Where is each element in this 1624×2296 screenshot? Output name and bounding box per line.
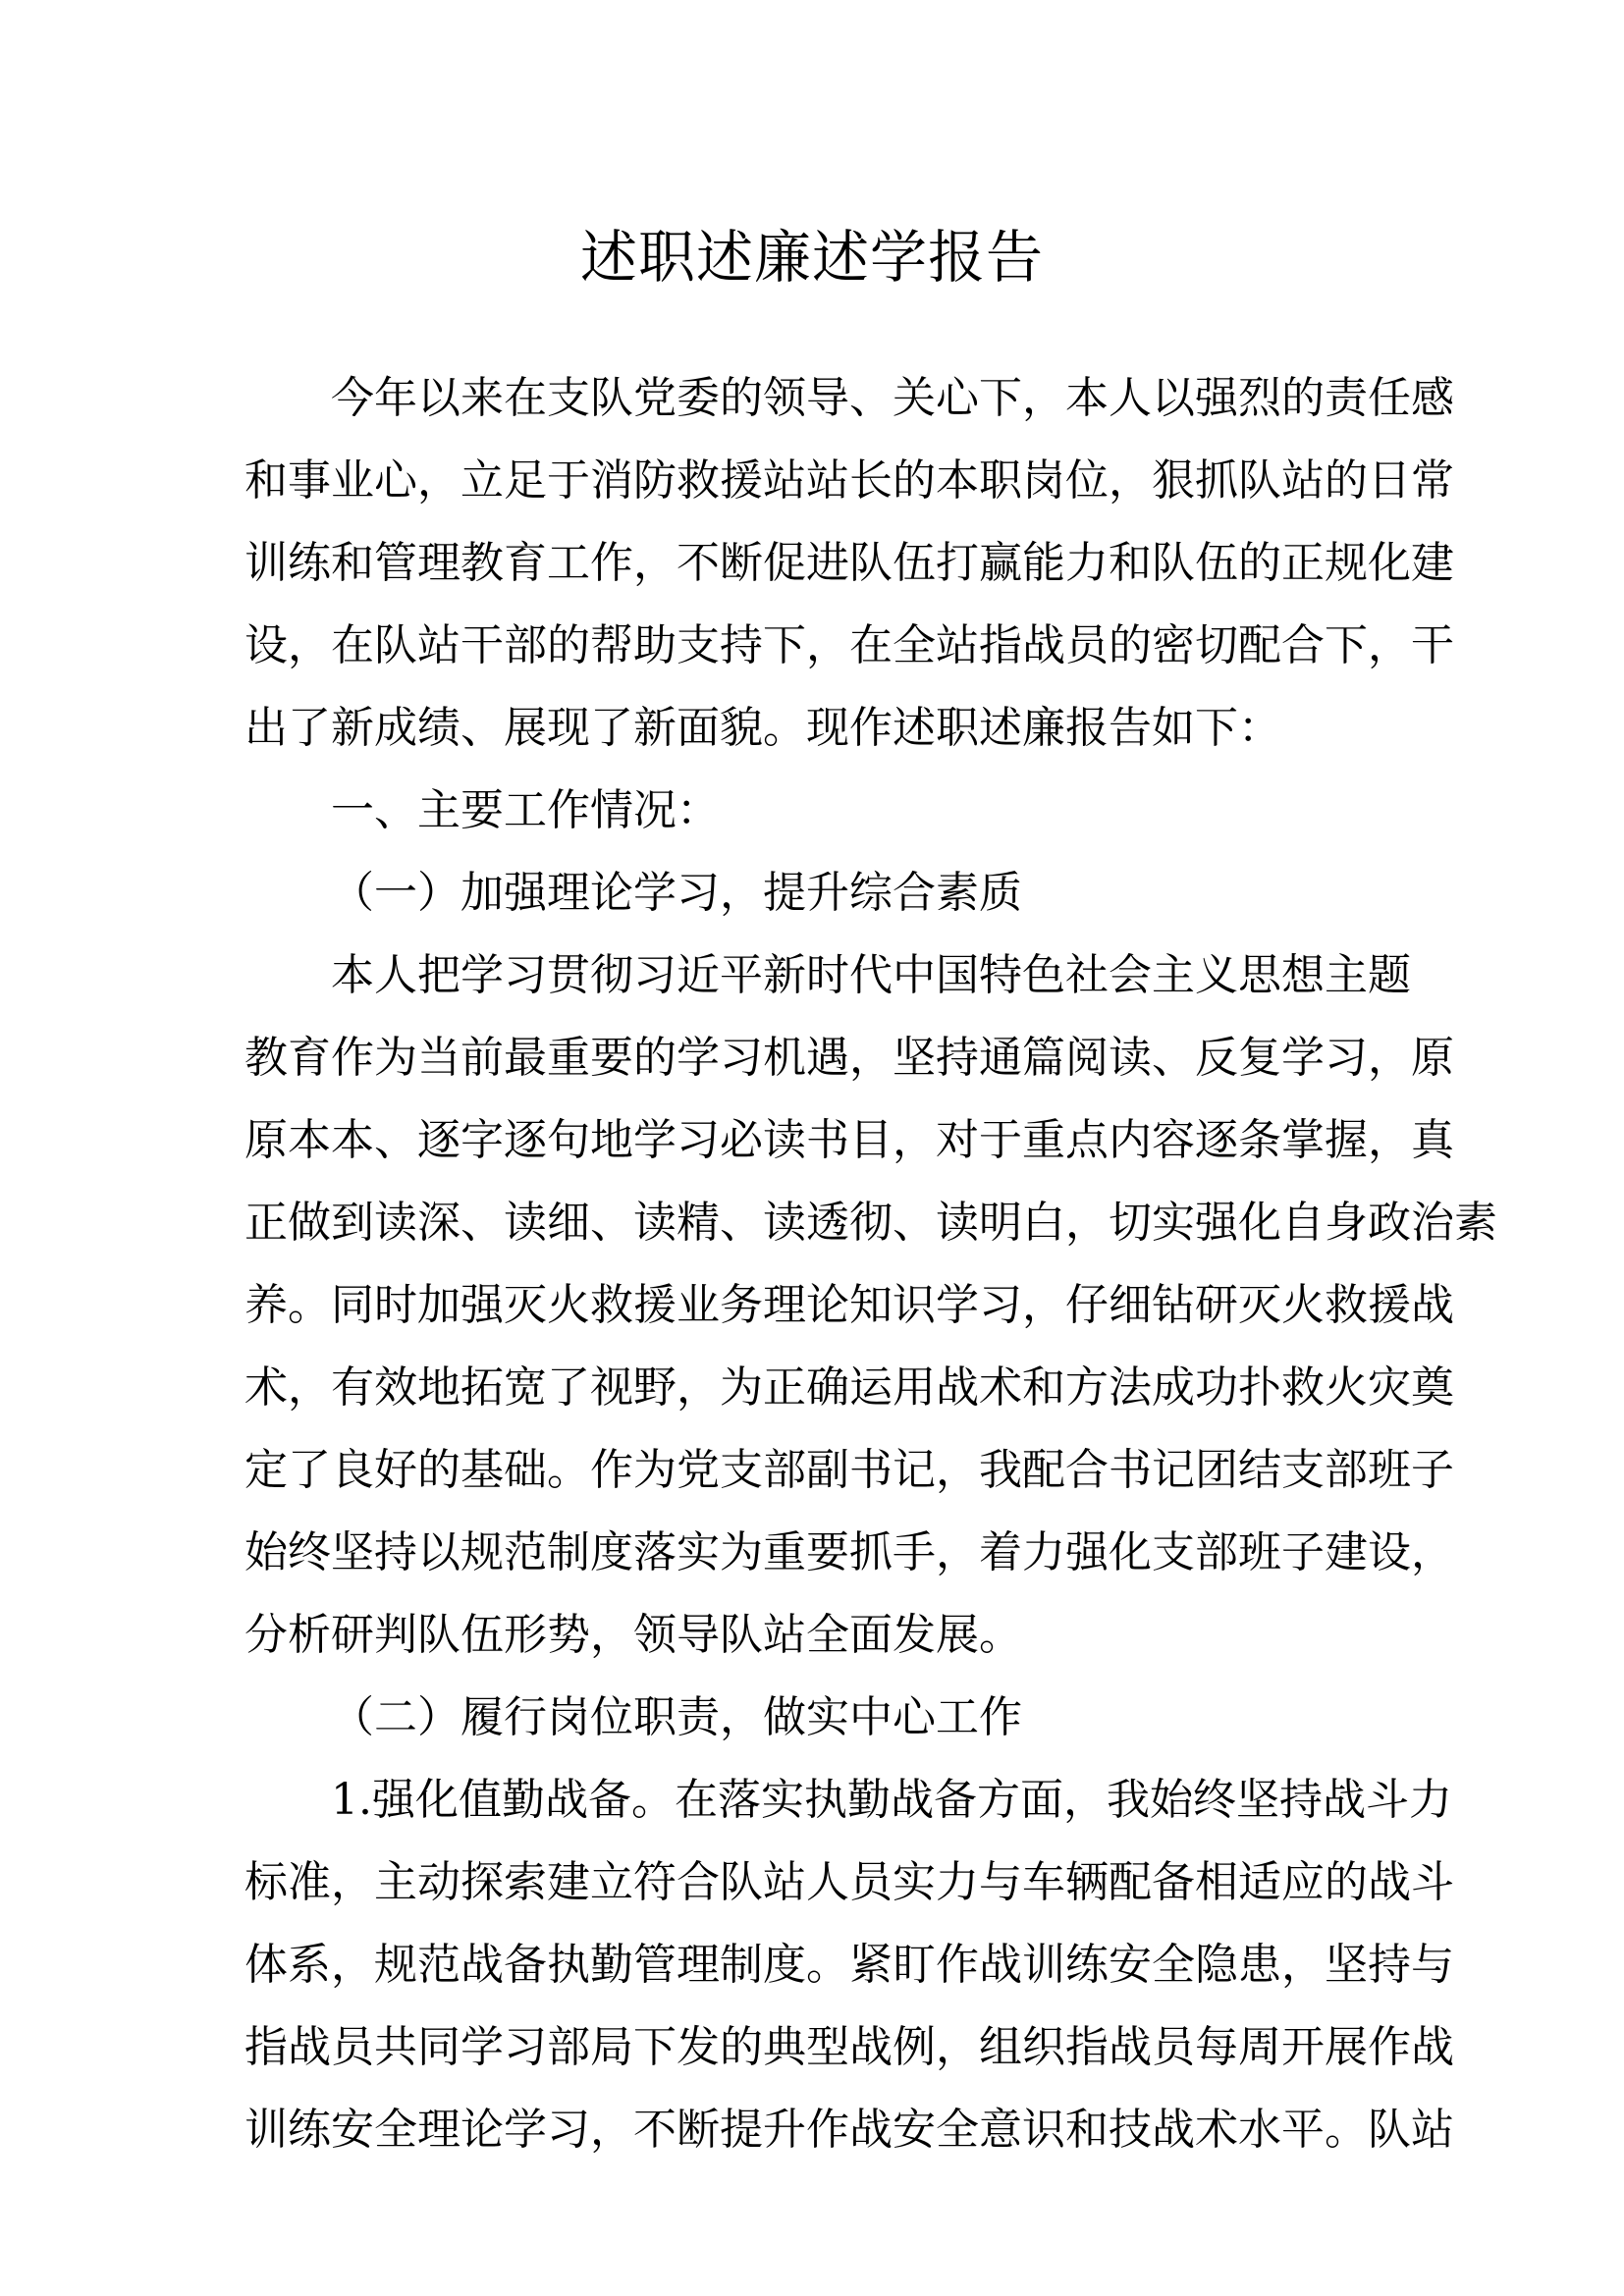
paragraph-line: 术，有效地拓宽了视野，为正确运用战术和方法成功扑救火灾奠 xyxy=(244,1362,1454,1413)
paragraph-line: 原本本、逐字逐句地学习必读书目，对于重点内容逐条掌握，真 xyxy=(244,1115,1454,1165)
paragraph-line: 设，在队站干部的帮助支持下，在全站指战员的密切配合下，干 xyxy=(244,620,1454,670)
paragraph-line: 训练和管理教育工作，不断促进队伍打赢能力和队伍的正规化建 xyxy=(244,538,1454,588)
paragraph-line: 出了新成绩、展现了新面貌。现作述职述廉报告如下： xyxy=(244,703,1281,753)
paragraph-line: 标准，主动探索建立符合队站人员实力与车辆配备相适应的战斗 xyxy=(244,1857,1454,1907)
paragraph-line xyxy=(244,1759,1452,1842)
paragraph-line: 指战员共同学习部局下发的典型战例，组织指战员每周开展作战 xyxy=(244,2022,1454,2072)
paragraph-line: 分析研判队伍形势，领导队站全面发展。 xyxy=(244,1610,1022,1660)
paragraph-line: 本人把学习贯彻习近平新时代中国特色社会主义思想主题 xyxy=(331,950,1411,1000)
paragraph-text: 强化值勤战备。在落实执勤战备方面，我始终坚持战斗力 xyxy=(371,1775,1452,1825)
section-heading: 一、主要工作情况： xyxy=(331,785,720,835)
item-number: 1. xyxy=(331,1775,372,1825)
paragraph-line: 今年以来在支队党委的领导、关心下，本人以强烈的责任感 xyxy=(331,373,1454,423)
paragraph-line: 定了良好的基础。作为党支部副书记，我配合书记团结支部班子 xyxy=(244,1445,1454,1495)
paragraph-line: 养。同时加强灭火救援业务理论知识学习，仔细钻研灭火救援战 xyxy=(244,1280,1454,1330)
paragraph-line: 体系，规范战备执勤管理制度。紧盯作战训练安全隐患，坚持与 xyxy=(244,1940,1454,1990)
paragraph-line: 正做到读深、读细、读精、读透彻、读明白，切实强化自身政治素 xyxy=(244,1198,1497,1248)
subsection-heading: （一）加强理论学习，提升综合素质 xyxy=(331,868,1022,918)
document-body xyxy=(244,357,1497,2171)
document-title: 述职述廉述学报告 xyxy=(579,224,1044,291)
paragraph-line: 始终坚持以规范制度落实为重要抓手，着力强化支部班子建设， xyxy=(244,1527,1454,1577)
subsection-heading: （二）履行岗位职责，做实中心工作 xyxy=(331,1692,1022,1742)
paragraph-line: 教育作为当前最重要的学习机遇，坚持通篇阅读、反复学习，原 xyxy=(244,1033,1454,1083)
paragraph-line: 和事业心，立足于消防救援站站长的本职岗位，狠抓队站的日常 xyxy=(244,455,1454,506)
paragraph-line: 训练安全理论学习，不断提升作战安全意识和技战术水平。队站 xyxy=(244,2105,1454,2155)
